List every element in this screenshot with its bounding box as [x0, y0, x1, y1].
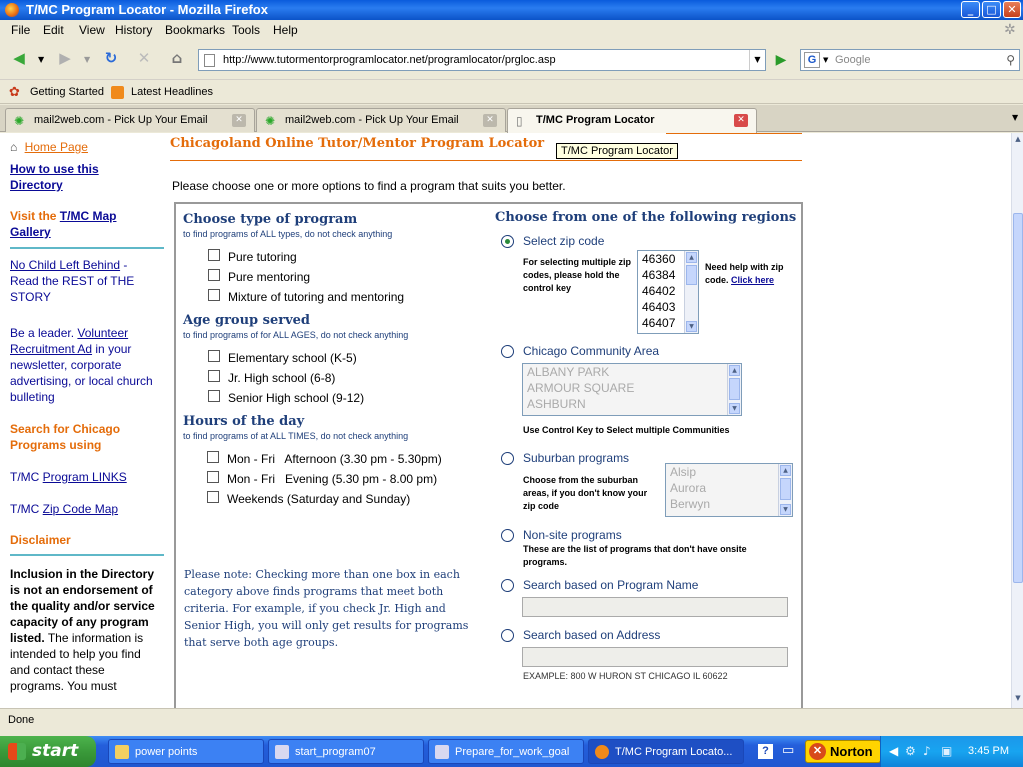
scroll-up-icon[interactable]: ▲ — [1015, 135, 1021, 143]
checkbox-label: Weekends (Saturday and Sunday) — [227, 492, 411, 506]
scroll-up-icon[interactable]: ▲ — [686, 252, 697, 263]
ncl-link[interactable]: No Child Left Behind — [10, 258, 121, 272]
address-example: EXAMPLE: 800 W HURON ST CHICAGO IL 60622 — [523, 671, 728, 681]
bookmark-getting-started[interactable]: Getting Started — [30, 86, 104, 98]
page-scrollbar[interactable] — [1011, 133, 1023, 708]
zip-need-help — [705, 261, 797, 287]
list-scrollbar[interactable] — [778, 464, 792, 516]
minimize-button[interactable]: _ — [961, 1, 980, 18]
age-sub: to find programs of for ALL AGES, do not check anything — [183, 330, 409, 340]
norton-label: Norton — [830, 744, 873, 759]
stop-icon[interactable]: ✕ — [137, 49, 151, 67]
leader-text: Be a leader. — [10, 326, 75, 340]
task-power-points[interactable] — [108, 739, 264, 764]
tab-mail2web-1[interactable] — [5, 108, 255, 132]
tab-label: mail2web.com - Pick Up Your Email — [34, 114, 208, 126]
tab-list-icon[interactable]: ▼ — [1012, 113, 1019, 122]
checkbox-label: Mon - Fri Evening (5.30 pm - 8.00 pm) — [227, 472, 438, 486]
scroll-up-icon[interactable]: ▲ — [729, 365, 740, 376]
tab-tooltip: T/MC Program Locator — [556, 143, 678, 159]
mail2web-icon: ✺ — [14, 114, 25, 128]
tab-program-locator[interactable] — [507, 108, 757, 133]
map-gallery-link[interactable]: T/MC Map Gallery — [10, 209, 117, 239]
page-content — [0, 133, 1011, 708]
ncl-row — [10, 257, 160, 305]
task-label: T/MC Program Locato... — [615, 746, 733, 758]
program-name-radio[interactable] — [501, 579, 514, 592]
home-icon[interactable]: ⌂ — [171, 49, 183, 67]
program-name-input[interactable] — [522, 597, 788, 617]
search-placeholder: Google — [835, 54, 871, 66]
note-text: Please note: Checking more than one box in each category above finds programs that meet both criteria. For example, if you check Jr. High and Senior High, you will only get results for programs that serve both age groups. — [184, 568, 469, 649]
windows-logo-icon — [8, 743, 26, 760]
hours-sub: to find programs of at ALL TIMES, do not check anything — [183, 431, 409, 441]
community-list[interactable] — [522, 363, 742, 416]
disclaimer-heading: Disclaimer — [10, 533, 71, 547]
disclaimer-rest: The information is intended to help you find and contact these programs. You must — [10, 631, 144, 693]
pure-tutoring-checkbox[interactable] — [208, 249, 220, 261]
tray-arrow-icon[interactable]: ◀ — [889, 744, 899, 758]
home-page-link[interactable]: Home Page — [24, 140, 88, 154]
start-label: start — [32, 741, 79, 761]
leader-rest: in your newsletter, corporate advertising, or local church bulleting — [10, 342, 153, 404]
scroll-down-icon[interactable]: ▼ — [780, 504, 791, 515]
forward-arrow-icon[interactable]: ▶ — [59, 49, 71, 67]
radio-label: Search based on Program Name — [523, 578, 699, 592]
zip-click-here-link[interactable]: Click here — [731, 275, 775, 285]
list-scrollbar[interactable] — [727, 364, 741, 415]
navigation-toolbar — [0, 40, 1023, 80]
checkbox-label: Jr. High school (6-8) — [228, 371, 336, 385]
menu-help[interactable]: Help — [273, 23, 298, 37]
list-item[interactable]: ARMOUR SQUARE — [527, 381, 635, 395]
document-icon — [435, 745, 449, 759]
google-icon[interactable]: G — [804, 52, 820, 68]
checkbox-label: Mixture of tutoring and mentoring — [228, 290, 405, 304]
search-icon[interactable]: ⚲ — [1006, 53, 1015, 67]
type-title: Choose type of program — [183, 212, 358, 227]
senior-high-checkbox[interactable] — [208, 390, 220, 402]
list-item[interactable]: 46407 — [642, 316, 676, 330]
sidebar — [0, 133, 170, 708]
url-bar[interactable] — [198, 49, 766, 71]
list-item[interactable]: ALBANY PARK — [527, 365, 610, 379]
back-dropdown-icon[interactable]: ▼ — [38, 55, 45, 64]
checkbox-label: Mon - Fri Afternoon (3.30 pm - 5.30pm) — [227, 452, 442, 466]
home-icon: ⌂ — [10, 140, 18, 154]
system-tray — [880, 736, 1023, 767]
type-sub: to find programs of ALL types, do not check anything — [183, 229, 393, 239]
back-arrow-icon[interactable]: ◀ — [13, 49, 25, 67]
program-links-link[interactable]: Program LINKS — [42, 470, 127, 484]
norton-icon: ✕ — [809, 743, 826, 760]
zip-map-row — [10, 501, 160, 517]
start-button[interactable] — [0, 736, 96, 767]
weekday-evening-checkbox[interactable] — [207, 471, 219, 483]
window-title: T/MC Program Locator - Mozilla Firefox — [26, 2, 268, 17]
status-bar — [0, 708, 1023, 732]
radio-label: Chicago Community Area — [523, 344, 660, 358]
throbber-icon: ✲ — [1004, 22, 1016, 38]
zip-help: For selecting multiple zip codes, please hold the control key — [523, 257, 632, 293]
zip-need-text: Need help with zip code. — [705, 262, 784, 285]
disclaimer-text — [10, 566, 160, 694]
rss-icon — [111, 86, 124, 99]
non-site-radio[interactable] — [501, 529, 514, 542]
ncl-rest: Read the REST of THE STORY — [10, 274, 135, 304]
scroll-down-icon[interactable]: ▼ — [729, 403, 740, 414]
task-prepare-for-work[interactable] — [428, 739, 584, 764]
ncl-dash: - — [120, 258, 128, 272]
disclaimer-bold: Inclusion in the Directory is not an endorsement of the quality and/or service capacity of any program listed. — [10, 567, 155, 645]
task-firefox[interactable] — [588, 739, 744, 764]
page-heading: Chicagoland Online Tutor/Mentor Program Locator — [170, 136, 545, 151]
menu-bookmarks[interactable]: Bookmarks — [165, 23, 226, 37]
checkbox-label: Pure tutoring — [228, 250, 297, 264]
how-to-link[interactable]: How to use this Directory — [10, 162, 99, 192]
task-label: power points — [135, 746, 198, 758]
list-item[interactable]: Alsip — [670, 465, 697, 479]
address-radio[interactable] — [501, 629, 514, 642]
title-bar — [0, 0, 1023, 20]
norton-button[interactable] — [805, 740, 881, 763]
search-input[interactable] — [800, 49, 1020, 71]
forward-dropdown-icon[interactable]: ▼ — [84, 55, 91, 64]
page-icon: ▯ — [516, 114, 523, 128]
engine-dropdown-icon[interactable]: ▼ — [823, 56, 829, 64]
close-tab-icon[interactable]: ✕ — [232, 114, 246, 127]
list-item[interactable]: 46402 — [642, 284, 676, 298]
help-icon[interactable]: ? — [758, 744, 773, 759]
scroll-up-icon[interactable]: ▲ — [780, 465, 791, 476]
map-gallery-row — [10, 208, 160, 240]
search-form — [174, 202, 803, 708]
document-icon — [275, 745, 289, 759]
age-title: Age group served — [183, 313, 311, 328]
bookmark-latest-headlines[interactable]: Latest Headlines — [131, 86, 213, 98]
tmc-text: T/MC — [10, 502, 43, 516]
program-links-row — [10, 469, 160, 485]
scroll-down-icon[interactable]: ▼ — [686, 321, 697, 332]
display-icon[interactable]: ▣ — [941, 744, 953, 758]
divider — [170, 160, 802, 161]
list-item[interactable]: 46384 — [642, 268, 676, 282]
menu-edit[interactable]: Edit — [43, 23, 64, 37]
mixture-checkbox[interactable] — [208, 289, 220, 301]
community-help: Use Control Key to Select multiple Communities — [523, 425, 730, 435]
divider — [10, 554, 164, 556]
recruitment-ad-link[interactable]: Volunteer Recruitment Ad — [10, 326, 129, 356]
search-chicago-heading: Search for Chicago Programs using — [10, 422, 121, 452]
close-tab-icon[interactable]: ✕ — [734, 114, 748, 127]
elementary-checkbox[interactable] — [208, 350, 220, 362]
getting-started-icon: ✿ — [9, 85, 20, 100]
volume-icon[interactable]: ♪ — [923, 744, 931, 758]
visit-text: Visit the — [10, 209, 60, 223]
tab-label: mail2web.com - Pick Up Your Email — [285, 114, 459, 126]
close-window-button[interactable]: ✕ — [1003, 1, 1021, 18]
scroll-thumb[interactable] — [780, 478, 791, 500]
radio-label: Search based on Address — [523, 628, 661, 642]
scroll-thumb[interactable] — [686, 265, 697, 285]
suburban-radio[interactable] — [501, 452, 514, 465]
tmc-text: T/MC — [10, 470, 43, 484]
list-item[interactable]: Berwyn — [670, 497, 711, 511]
menu-tools[interactable]: Tools — [232, 23, 261, 37]
leader-row — [10, 325, 160, 405]
page-icon — [204, 54, 215, 67]
hours-title: Hours of the day — [183, 414, 305, 429]
scroll-thumb[interactable] — [729, 378, 740, 400]
divider — [666, 133, 802, 134]
firefox-icon — [5, 3, 19, 17]
radio-label: Suburban programs — [523, 451, 630, 465]
bookmarks-toolbar — [0, 81, 1023, 104]
home-link-row — [10, 139, 160, 155]
radio-label: Non-site programs — [523, 528, 622, 542]
main-panel — [170, 133, 810, 708]
weekday-afternoon-checkbox[interactable] — [207, 451, 219, 463]
folder-icon — [115, 745, 129, 759]
menu-file[interactable]: File — [11, 23, 31, 37]
intro-text: Please choose one or more options to find a program that suits you better. — [172, 179, 566, 193]
checkbox-label: Elementary school (K-5) — [228, 351, 357, 365]
menu-bar — [0, 20, 1023, 40]
reload-icon[interactable]: ↻ — [104, 49, 118, 67]
list-scrollbar[interactable] — [684, 251, 698, 333]
pure-mentoring-checkbox[interactable] — [208, 269, 220, 281]
checkbox-label: Pure mentoring — [228, 270, 311, 284]
list-item[interactable]: ASHBURN — [527, 397, 586, 411]
menu-view[interactable]: View — [79, 23, 105, 37]
scroll-down-icon[interactable]: ▼ — [1015, 694, 1021, 702]
list-item[interactable]: 46403 — [642, 300, 676, 314]
weekends-checkbox[interactable] — [207, 491, 219, 503]
list-item[interactable]: 46360 — [642, 252, 676, 266]
clock: 3:45 PM — [968, 745, 1009, 757]
url-text: http://www.tutormentorprogramlocator.net/programlocator/prgloc.asp — [223, 54, 556, 66]
zip-code-radio[interactable] — [501, 235, 514, 248]
radio-label: Select zip code — [523, 234, 605, 248]
regions-title: Choose from one of the following regions — [495, 210, 797, 225]
suburban-help: Choose from the suburban areas, if you don't know your zip code — [523, 475, 648, 511]
list-item[interactable]: Aurora — [670, 481, 707, 495]
menu-history[interactable]: History — [115, 23, 153, 37]
zip-code-list[interactable] — [637, 250, 699, 334]
tab-label: T/MC Program Locator — [536, 114, 655, 126]
taskbar — [0, 736, 1023, 767]
zip-code-map-link[interactable]: Zip Code Map — [42, 502, 119, 516]
scroll-thumb[interactable] — [1013, 213, 1023, 583]
task-label: start_program07 — [295, 746, 376, 758]
suburb-list[interactable] — [665, 463, 793, 517]
go-arrow-icon[interactable]: ▶ — [775, 52, 787, 68]
tab-mail2web-2[interactable] — [256, 108, 506, 132]
url-dropdown-icon[interactable]: ▼ — [749, 50, 765, 70]
divider — [10, 247, 164, 249]
task-start-program[interactable] — [268, 739, 424, 764]
network-icon[interactable]: ⚙ — [905, 744, 916, 758]
checkbox-label: Senior High school (9-12) — [228, 391, 365, 405]
close-tab-icon[interactable]: ✕ — [483, 114, 497, 127]
maximize-button[interactable]: □ — [982, 1, 1001, 18]
community-area-radio[interactable] — [501, 345, 514, 358]
tab-bar — [0, 105, 1023, 132]
mail2web-icon: ✺ — [265, 114, 276, 128]
jr-high-checkbox[interactable] — [208, 370, 220, 382]
monitor-icon[interactable]: ▭ — [782, 743, 795, 758]
non-site-help: These are the list of programs that don't have onsite programs. — [523, 544, 747, 567]
address-input[interactable] — [522, 647, 788, 667]
firefox-icon — [595, 745, 609, 759]
task-label: Prepare_for_work_goal — [455, 746, 570, 758]
status-text: Done — [8, 714, 35, 726]
